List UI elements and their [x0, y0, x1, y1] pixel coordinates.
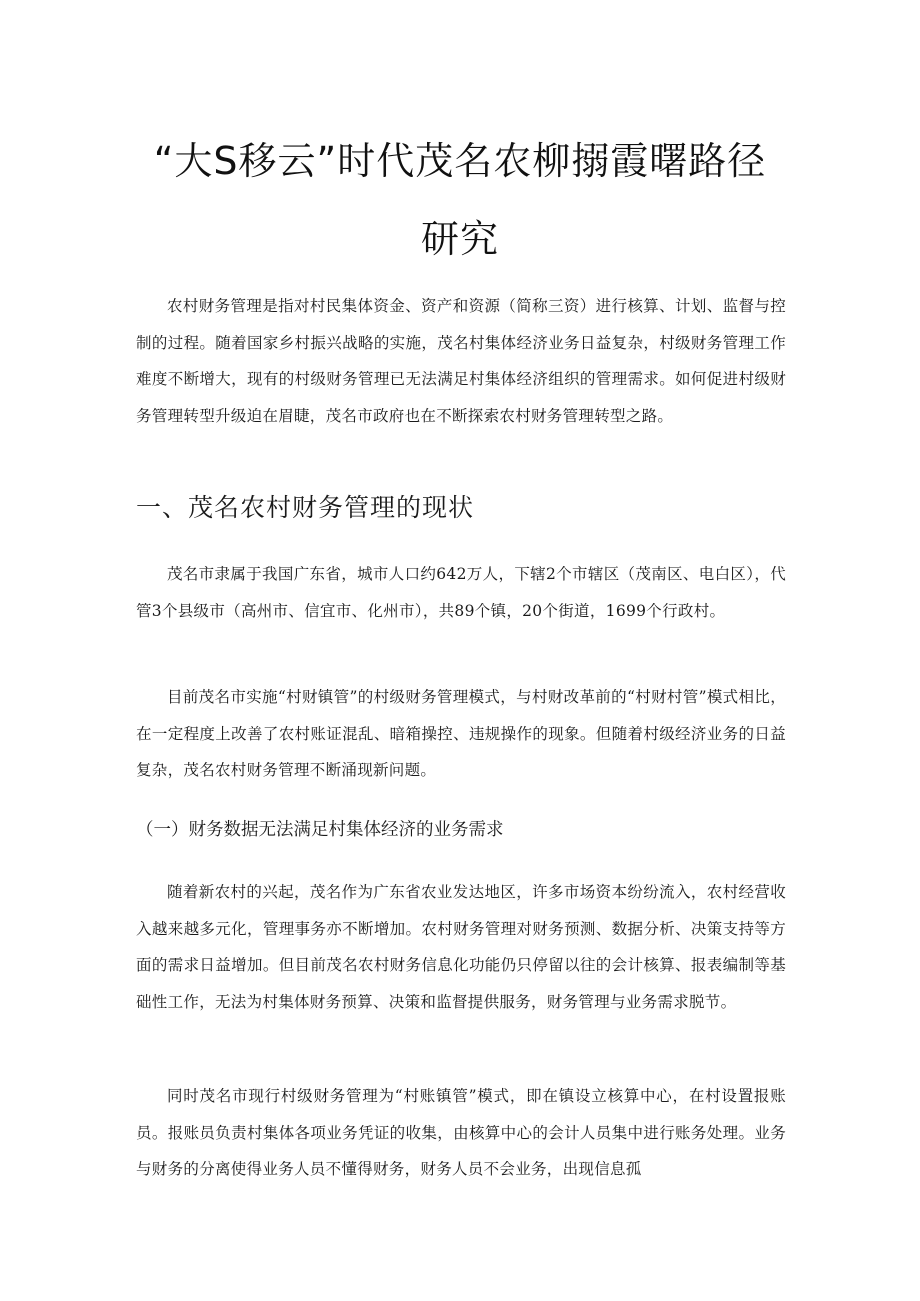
subsection1-paragraph-1: 随着新农村的兴起，茂名作为广东省农业发达地区，许多市场资本纷纷流入，农村经营收入越来越多元化，管理事务亦不断增加。农村财务管理对财务预测、数据分析、决策支持等方面的需求日益增加。但目前茂名农村财务信息化功能仍只停留以往的会计核算、报表编制等基础性工作，无法为村集体财务预算、决策和监督提供服务，财务管理与业务需求脱节。 — [136, 883, 786, 1011]
subsection-heading: （一）财务数据无法满足村集体经济的业务需求 — [136, 820, 504, 840]
document-title-line1: “大S移云”时代茂名农柳搦霞曙路径 — [153, 139, 767, 183]
section1-paragraph-2: 目前茂名市实施“村财镇管”的村级财务管理模式，与村财改革前的“村财村管”模式相比，在一定程度上改善了农村账证混乱、暗箱操控、违规操作的现象。但随着村级经济业务的日益复杂，茂名农村财务管理不断涌现新问题。 — [136, 688, 786, 779]
section-heading: 一、茂名农村财务管理的现状 — [136, 493, 475, 522]
section1-paragraph-1: 茂名市隶属于我国广东省，城市人口约642万人，下辖2个市辖区（茂南区、电白区），代管3个县级市（高州市、信宜市、化州市），共89个镇，20个街道，1699个行政村。 — [136, 565, 786, 620]
intro-paragraph: 农村财务管理是指对村民集体资金、资产和资源（简称三资）进行核算、计划、监督与控制的过程。随着国家乡村振兴战略的实施，茂名村集体经济业务日益复杂，村级财务管理工作难度不断增大，现有的村级财务管理已无法满足村集体经济组织的管理需求。如何促进村级财务管理转型升级迫在眉睫，茂名市政府也在不断探索农村财务管理转型之路。 — [136, 297, 786, 425]
document-title-line2: 研究 — [420, 217, 499, 261]
subsection1-paragraph-2: 同时茂名市现行村级财务管理为“村账镇管”模式，即在镇设立核算中心，在村设置报账员。报账员负责村集体各项业务凭证的收集，由核算中心的会计人员集中进行账务处理。业务与财务的分离使得业务人员不懂得财务，财务人员不会业务，出现信息孤 — [136, 1087, 786, 1178]
